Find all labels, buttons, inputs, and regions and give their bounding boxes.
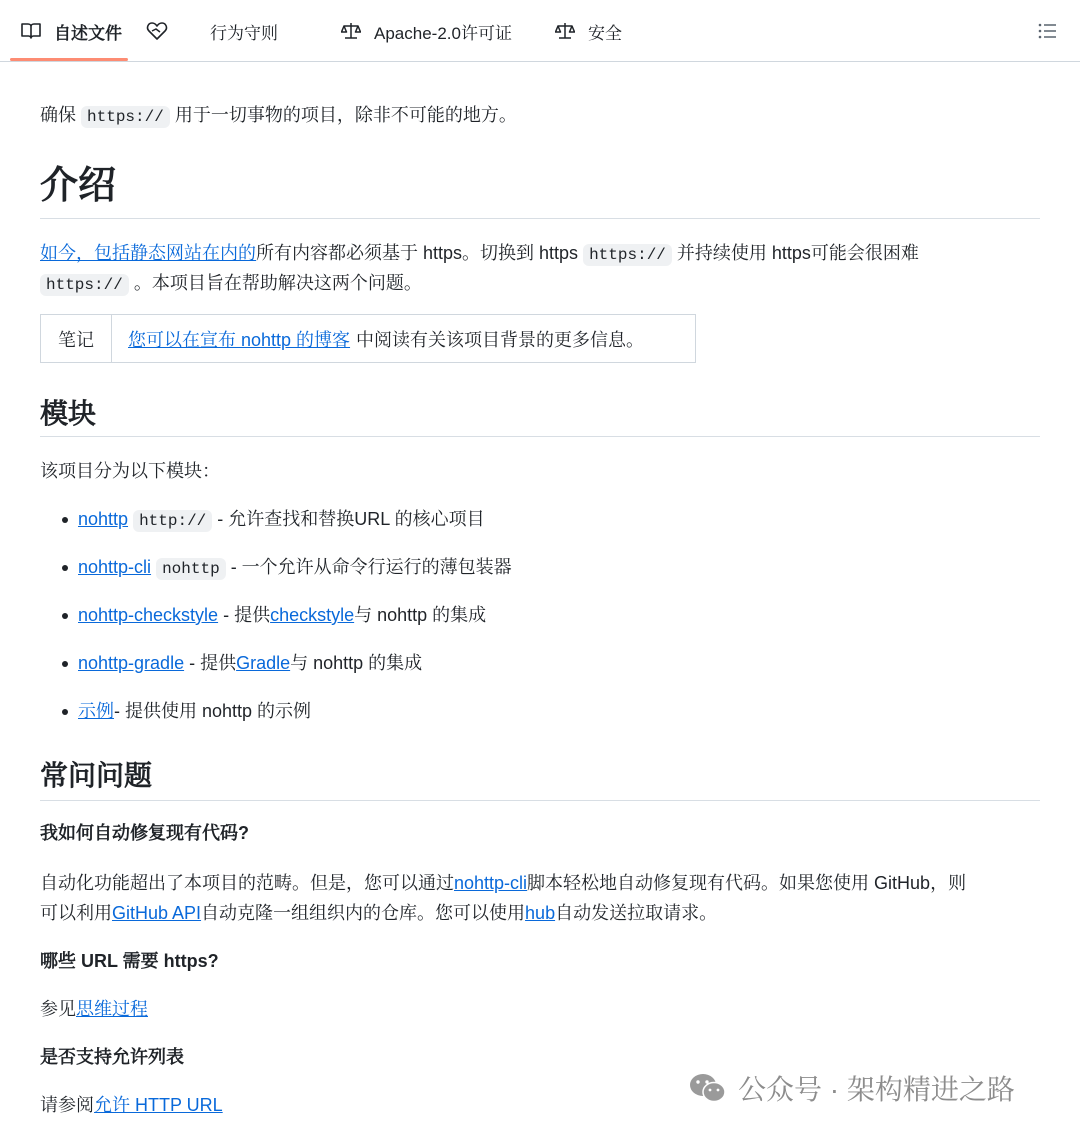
- tab-code-of-conduct-label: 行为守则: [210, 23, 278, 43]
- faq-answer-line1: 自动化功能超出了本项目的范畴。但是，您可以通过nohttp-cli脚本轻松地自动修复现有代码。如果您使用 GitHub，则: [40, 873, 967, 893]
- module-link-nohttp-cli[interactable]: nohttp-cli: [78, 557, 152, 577]
- note-table: [40, 314, 696, 363]
- heading-modules: 模块: [40, 398, 97, 429]
- tab-security-label: 安全: [588, 23, 622, 43]
- hub-link[interactable]: hub: [525, 903, 556, 923]
- tab-security[interactable]: [554, 0, 622, 62]
- bullet: [62, 709, 68, 715]
- faq-question: 是否支持允许列表: [40, 1047, 184, 1067]
- inline-code: http://: [133, 510, 212, 532]
- heading-divider: [40, 800, 1040, 801]
- intro-line: 确保 https:// 用于一切事物的项目，除非不可能的地方。: [40, 105, 517, 126]
- active-tab-underline: [10, 58, 128, 61]
- module-link-nohttp-gradle[interactable]: nohttp-gradle: [78, 653, 185, 673]
- blog-link[interactable]: 您可以在宣布 nohttp 的博客: [128, 329, 351, 350]
- bullet: [62, 613, 68, 619]
- checkstyle-link[interactable]: checkstyle: [270, 605, 355, 625]
- heading-faq: 常问问题: [40, 760, 153, 791]
- heading-divider: [40, 436, 1040, 437]
- scale-icon: [340, 20, 362, 42]
- tab-readme[interactable]: [20, 0, 122, 62]
- thought-process-link[interactable]: 思维过程: [76, 999, 148, 1019]
- tab-code-of-conduct[interactable]: [210, 0, 278, 62]
- watermark: [688, 1068, 1015, 1108]
- note-content: 您可以在宣布 nohttp 的博客 中阅读有关该项目背景的更多信息。: [112, 315, 695, 362]
- intro-paragraph-line1: 如今，包括静态网站在内的所有内容都必须基于 https。切换到 https https:// 并持续使用 https可能会很困难: [40, 243, 919, 264]
- heading-divider: [40, 218, 1040, 219]
- scale-icon: [554, 20, 576, 42]
- watermark-text: 公众号 · 架构精进之路: [738, 1074, 1015, 1105]
- wechat-icon: [688, 1071, 728, 1105]
- list-icon[interactable]: [1036, 20, 1058, 42]
- inline-code: nohttp: [156, 558, 226, 580]
- inline-code: https://: [81, 106, 170, 128]
- book-icon: [20, 20, 42, 42]
- module-link-nohttp-checkstyle[interactable]: nohttp-checkstyle: [78, 605, 219, 625]
- tab-community[interactable]: [146, 0, 180, 62]
- module-link-nohttp[interactable]: nohttp: [78, 509, 129, 529]
- list-item: 示例- 提供使用 nohttp 的示例: [78, 696, 311, 726]
- heart-hand-icon: [146, 20, 168, 42]
- list-item: nohttp-checkstyle - 提供checkstyle与 nohttp 的集成: [78, 600, 486, 630]
- nohttp-cli-link[interactable]: nohttp-cli: [454, 873, 528, 893]
- bullet: [62, 517, 68, 523]
- modules-intro: 该项目分为以下模块：: [40, 461, 220, 481]
- module-link-samples[interactable]: 示例: [78, 701, 114, 721]
- list-item: nohttp-cli nohttp - 一个允许从命令行运行的薄包装器: [78, 552, 512, 584]
- inline-code: https://: [583, 244, 672, 266]
- gradle-link[interactable]: Gradle: [236, 653, 291, 673]
- allow-http-url-link[interactable]: 允许 HTTP URL: [94, 1095, 223, 1115]
- bullet: [62, 565, 68, 571]
- faq-answer-line2: 可以利用GitHub API自动克隆一组组织内的仓库。您可以使用hub自动发送拉取请求。: [40, 903, 718, 923]
- tab-license[interactable]: [340, 0, 512, 62]
- inline-code: https://: [40, 274, 129, 296]
- tab-license-label: Apache-2.0许可证: [374, 23, 512, 43]
- tab-bar: [0, 0, 1080, 62]
- faq-answer: 请参阅允许 HTTP URL: [40, 1095, 223, 1115]
- heading-intro: 介绍: [40, 165, 117, 207]
- static-sites-link[interactable]: 如今，包括静态网站在内的: [40, 243, 256, 263]
- bullet: [62, 661, 68, 667]
- list-item: nohttp-gradle - 提供Gradle与 nohttp 的集成: [78, 648, 422, 678]
- list-item: nohttp http:// - 允许查找和替换URL 的核心项目: [78, 504, 485, 536]
- faq-question: 哪些 URL 需要 https?: [40, 951, 219, 971]
- faq-question: 我如何自动修复现有代码?: [40, 823, 249, 843]
- note-label: 笔记: [41, 315, 112, 362]
- faq-answer: 参见思维过程: [40, 999, 148, 1019]
- tab-readme-label: 自述文件: [54, 23, 122, 43]
- intro-paragraph-line2: https:// 。本项目旨在帮助解决这两个问题。: [40, 268, 422, 300]
- github-api-link[interactable]: GitHub API: [112, 903, 202, 923]
